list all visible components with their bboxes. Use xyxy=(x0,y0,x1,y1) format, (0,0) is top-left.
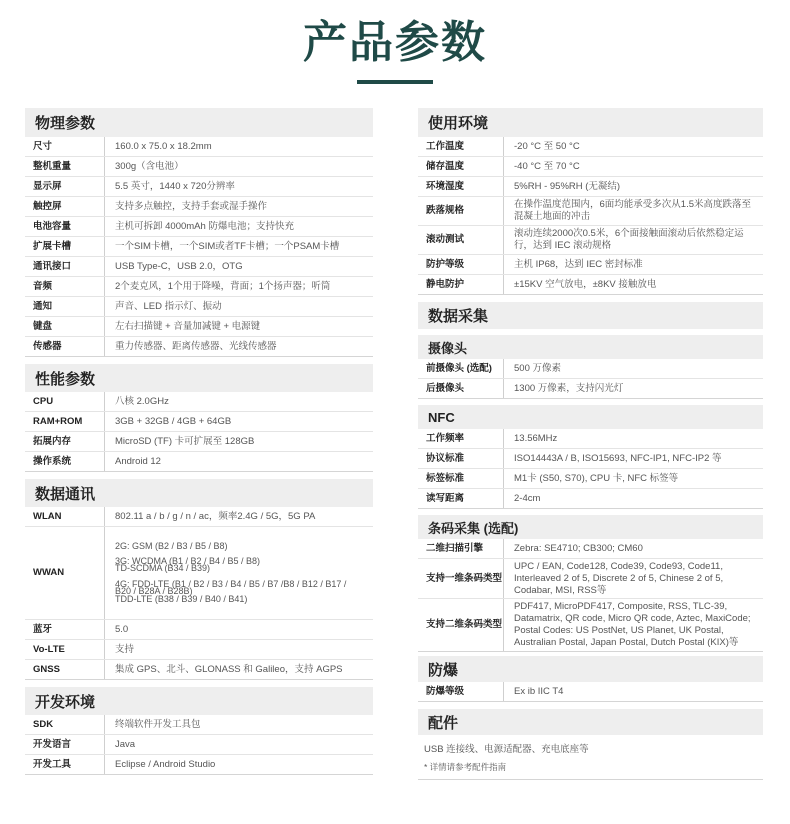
section-header-comm: 数据通讯 xyxy=(25,479,373,507)
section-header-dev: 开发环境 xyxy=(25,687,373,715)
row-key: 整机重量 xyxy=(25,157,105,176)
table-row xyxy=(25,392,373,411)
row-key: 蓝牙 xyxy=(25,620,105,639)
row-value: Java xyxy=(115,738,136,750)
row-key: 后摄像头 xyxy=(418,379,504,398)
row-key: 环境湿度 xyxy=(418,177,504,196)
table-row xyxy=(418,196,763,225)
row-key: 操作系统 xyxy=(25,452,105,471)
table-row xyxy=(25,619,373,639)
row-key: 支持二维条码类型 xyxy=(418,599,504,651)
table-row xyxy=(418,682,763,701)
page-title: 产品参数 xyxy=(303,17,487,68)
table-row xyxy=(25,176,373,196)
table-row xyxy=(25,639,373,659)
table-env xyxy=(418,137,763,295)
table-row xyxy=(25,236,373,256)
table-row xyxy=(418,448,763,468)
row-value: -20 °C 至 50 °C xyxy=(514,140,580,152)
row-key: 工作频率 xyxy=(418,429,504,448)
table-row xyxy=(418,176,763,196)
table-row xyxy=(418,225,763,254)
table-row xyxy=(418,468,763,488)
subsection-header-nfc: NFC xyxy=(418,405,763,429)
subsection-header-camera: 摄像头 xyxy=(418,335,763,359)
row-value: M1卡 (S50, S70), CPU 卡, NFC 标签等 xyxy=(514,472,679,484)
row-value: 5.0 xyxy=(115,623,129,635)
table-row xyxy=(418,598,763,651)
row-key: WLAN xyxy=(25,507,105,526)
row-key: SDK xyxy=(25,715,105,734)
table-row xyxy=(25,156,373,176)
table-row xyxy=(25,715,373,734)
row-value: 支持 xyxy=(115,643,135,655)
row-value: -40 °C 至 70 °C xyxy=(514,160,580,172)
row-key: 触控屏 xyxy=(25,197,105,216)
row-value: Zebra: SE4710; CB300; CM60 xyxy=(514,542,643,554)
table-row xyxy=(25,256,373,276)
row-value: Ex ib IIC T4 xyxy=(514,685,564,697)
section-header-capture: 数据采集 xyxy=(418,302,763,329)
accessories-text: USB 连接线、电源适配器、充电底座等 xyxy=(424,744,589,755)
row-key: 尺寸 xyxy=(25,137,105,156)
table-row xyxy=(25,526,373,619)
section-header-physical: 物理参数 xyxy=(25,108,373,137)
table-row xyxy=(25,411,373,431)
row-key: 工作温度 xyxy=(418,137,504,156)
table-row xyxy=(418,359,763,378)
row-value: 5.5 英寸，1440 x 720分辨率 xyxy=(115,180,235,192)
row-key: RAM+ROM xyxy=(25,412,105,431)
row-key: 二维扫描引擎 xyxy=(418,539,504,558)
table-row xyxy=(25,734,373,754)
row-value: ISO14443A / B, ISO15693, NFC-IP1, NFC-IP2 等 xyxy=(514,452,722,464)
row-value: ±15KV 空气放电，±8KV 接触放电 xyxy=(514,278,657,290)
row-value: MicroSD (TF) 卡可扩展至 128GB xyxy=(115,435,255,447)
table-row xyxy=(25,137,373,156)
row-value: 802.11 a / b / g / n / ac，频率2.4G / 5G，5G PA xyxy=(115,510,316,522)
section-header-performance: 性能参数 xyxy=(25,364,373,392)
row-value: Android 12 xyxy=(115,455,161,467)
section-header-explosion: 防爆 xyxy=(418,656,763,682)
row-key: 前摄像头 (选配) xyxy=(418,359,504,378)
row-key: 通知 xyxy=(25,297,105,316)
row-key: 扩展卡槽 xyxy=(25,237,105,256)
table-row xyxy=(418,274,763,294)
row-value: UPC / EAN, Code128, Code39, Code93, Code11, Interleaved 2 of 5, Discrete 2 of 5, Chinese 2 of 5, Codabar, MSI, RSS等 xyxy=(514,560,724,596)
row-value: 160.0 x 75.0 x 18.2mm xyxy=(115,140,212,152)
row-value: 13.56MHz xyxy=(514,432,558,444)
table-camera xyxy=(418,359,763,399)
row-value: 2个麦克风，1个用于降噪，背面；1个扬声器；听筒 xyxy=(115,280,331,292)
row-key: 开发工具 xyxy=(25,755,105,774)
table-row xyxy=(25,451,373,471)
row-value: 主机 IP68，达到 IEC 密封标准 xyxy=(514,258,643,270)
section-header-accessories: 配件 xyxy=(418,709,763,735)
table-row xyxy=(418,378,763,398)
table-explosion xyxy=(418,682,763,702)
row-key: 支持一维条码类型 xyxy=(418,559,504,598)
row-value: 一个SIM卡槽，一个SIM或者TF卡槽；一个PSAM卡槽 xyxy=(115,240,340,252)
row-value: 5%RH - 95%RH (无凝结) xyxy=(514,180,621,192)
row-key: 电池容量 xyxy=(25,217,105,236)
row-key: WWAN xyxy=(25,527,105,619)
row-key: 读写距离 xyxy=(418,489,504,508)
table-row xyxy=(418,539,763,558)
table-row xyxy=(25,196,373,216)
row-key: 显示屏 xyxy=(25,177,105,196)
table-performance xyxy=(25,392,373,472)
row-key: 协议标准 xyxy=(418,449,504,468)
row-key: 储存温度 xyxy=(418,157,504,176)
row-value: 2-4cm xyxy=(514,492,541,504)
row-value: 500 万像素 xyxy=(514,362,561,374)
table-physical xyxy=(25,137,373,357)
row-key: 键盘 xyxy=(25,317,105,336)
table-row xyxy=(418,254,763,274)
table-row xyxy=(418,488,763,508)
row-value: 在操作温度范围内，6面均能承受多次从1.5米高度跌落至混凝土地面的冲击 xyxy=(514,199,751,222)
table-row xyxy=(418,137,763,156)
row-value: 八核 2.0GHz xyxy=(115,395,169,407)
table-row xyxy=(25,659,373,679)
row-value: 3GB + 32GB / 4GB + 64GB xyxy=(115,415,232,427)
left-column xyxy=(25,108,373,775)
row-key: CPU xyxy=(25,392,105,411)
table-dev xyxy=(25,715,373,775)
table-nfc xyxy=(418,429,763,509)
subsection-header-barcode: 条码采集 (选配) xyxy=(418,515,763,539)
table-row xyxy=(25,336,373,356)
row-value: Eclipse / Android Studio xyxy=(115,758,216,770)
section-header-env: 使用环境 xyxy=(418,108,763,137)
row-value: PDF417, MicroPDF417, Composite, RSS, TLC-39, Datamatrix, QR code, Micro QR code, Aztec, MaxiCode; Postal Codes: US PostNet, US Planet, UK Postal, Australian Postal, Japan Postal, Dutch Postal (KIX)等 xyxy=(514,601,751,648)
row-value: 集成 GPS、北斗、GLONASS 和 Galileo，支持 AGPS xyxy=(115,663,343,675)
row-key: Vo-LTE xyxy=(25,640,105,659)
accessories-block xyxy=(418,735,763,780)
row-value: 300g（含电池） xyxy=(115,160,184,172)
table-row xyxy=(25,507,373,526)
row-key: 滚动测试 xyxy=(418,226,504,254)
table-row xyxy=(25,216,373,236)
row-key: GNSS xyxy=(25,660,105,679)
row-value: 滚动连续2000次0.5米，6个面接触面滚动后依然稳定运行，达到 IEC 滚动规格 xyxy=(514,228,744,251)
row-value: 2G: GSM (B2 / B3 / B5 / B8) 3G: WCDMA (B1 / B2 / B4 / B5 / B8) TD-SCDMA (B34 / B39) 4G: FDD-LTE (B1 / B2 / B3 / B4 / B5 / B7 /B8 / B12 / B17 / B20 / B28A / B28B) TDD-LTE (B38 / B39 / B40 / B41) xyxy=(115,540,347,604)
accessories-note: * 详情请参考配件指南 xyxy=(424,762,507,772)
table-row xyxy=(418,429,763,448)
row-value: 重力传感器、距离传感器、光线传感器 xyxy=(115,340,277,352)
row-key: 开发语言 xyxy=(25,735,105,754)
row-value: 1300 万像素，支持闪光灯 xyxy=(514,382,624,394)
row-value: 左右扫描键 + 音量加减键 + 电源键 xyxy=(115,320,261,332)
row-value: USB Type-C，USB 2.0，OTG xyxy=(115,260,243,272)
row-value: 终端软件开发工具包 xyxy=(115,718,201,730)
row-key: 防护等级 xyxy=(418,255,504,274)
table-row xyxy=(25,754,373,774)
row-value: 主机可拆卸 4000mAh 防爆电池；支持快充 xyxy=(115,220,294,232)
table-row xyxy=(25,296,373,316)
row-value: 支持多点触控，支持手套或湿手操作 xyxy=(115,200,268,212)
row-key: 标签标准 xyxy=(418,469,504,488)
table-row xyxy=(418,558,763,598)
row-key: 静电防护 xyxy=(418,275,504,294)
row-key: 跌落规格 xyxy=(418,197,504,225)
title-underline xyxy=(357,80,433,84)
table-row xyxy=(418,156,763,176)
table-comm xyxy=(25,507,373,680)
right-column xyxy=(418,108,763,780)
row-key: 音频 xyxy=(25,277,105,296)
table-row xyxy=(25,276,373,296)
row-key: 通讯接口 xyxy=(25,257,105,276)
table-row xyxy=(25,431,373,451)
table-barcode xyxy=(418,539,763,652)
row-key: 防爆等级 xyxy=(418,682,504,701)
row-key: 拓展内存 xyxy=(25,432,105,451)
table-row xyxy=(25,316,373,336)
row-value: 声音、LED 指示灯、振动 xyxy=(115,300,222,312)
row-key: 传感器 xyxy=(25,337,105,356)
